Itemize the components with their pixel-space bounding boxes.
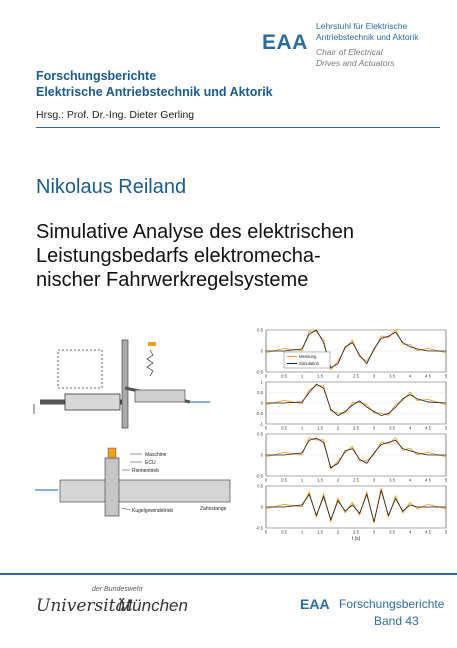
- editor-line: Hrsg.: Prof. Dr.-Ing. Dieter Gerling: [36, 109, 195, 121]
- diagram-lower-motor: [105, 458, 119, 516]
- chart-xtick-label: 0.5: [281, 529, 287, 535]
- chart-xtick-label: 4: [408, 425, 412, 431]
- footer-eaa-logo: EAA: [300, 596, 330, 612]
- chart-xtick-label: 1: [300, 425, 304, 431]
- chart-ytick-label: 0.5: [257, 431, 263, 437]
- diagram-spring: [147, 350, 153, 376]
- chart-ytick-label: 0: [260, 504, 263, 510]
- chart-ytick-label: 1: [260, 379, 263, 385]
- diagram-leader-4: [122, 508, 130, 510]
- diagram-rod: [122, 340, 128, 428]
- chart-xtick-label: 4: [408, 373, 412, 379]
- chart-ytick-label: 0.5: [257, 390, 263, 396]
- chart-xtick-label: 4: [408, 477, 412, 483]
- chart-panels: [256, 328, 448, 535]
- chart-ytick-label: -1: [259, 421, 263, 427]
- chart-ytick-label: -0.5: [255, 369, 263, 375]
- header-divider: [36, 127, 440, 128]
- chart-xtick-label: 4: [408, 529, 412, 535]
- chart-xtick-label: 3.5: [389, 477, 395, 483]
- author-name: Nikolaus Reiland: [36, 176, 187, 198]
- chart-xtick-label: 0.5: [281, 477, 287, 483]
- chart-xtick-label: 2.5: [353, 425, 359, 431]
- mechanical-diagram: [30, 330, 245, 530]
- chart-xtick-label: 4.5: [425, 373, 431, 379]
- chart-xtick-label: 3.5: [389, 373, 395, 379]
- footer-series: Forschungsberichte: [339, 597, 445, 611]
- chair-name-en: Chair of Electrical Drives and Actuators: [316, 47, 395, 68]
- chart-xtick-label: 4.5: [425, 529, 431, 535]
- chart-xtick-label: 3.5: [389, 529, 395, 535]
- chart-xtick-label: 4.5: [425, 425, 431, 431]
- diagram-lower-marker: [108, 448, 116, 458]
- chart-ytick-label: 0: [260, 452, 263, 458]
- chart-xtick-label: 5: [444, 373, 448, 379]
- footer-divider: [0, 573, 457, 575]
- chart-xtick-label: 2: [336, 373, 340, 379]
- series-title: Forschungsberichte Elektrische Antriebstechnik und Aktorik: [36, 69, 273, 99]
- chart-ytick-label: -0.5: [255, 411, 263, 417]
- chart-xtick-label: 1.5: [317, 477, 323, 483]
- chart-xtick-label: 3: [372, 373, 376, 379]
- chart-ytick-label: 0.5: [257, 483, 263, 489]
- book-title: Simulative Analyse des elektrischen Leistungsbedarfs elektromecha- nischer Fahrwerkregelsysteme: [36, 221, 354, 291]
- chart-xtick-label: 0: [264, 425, 268, 431]
- diagram-rack-housing: [135, 390, 185, 402]
- diagram-housing: [65, 394, 120, 410]
- chart-xtick-label: 3: [372, 425, 376, 431]
- chart-ytick-label: -0.5: [255, 525, 263, 531]
- label-kugelgewindetrieb: Kugelgewindetrieb: [132, 508, 174, 514]
- chart-xtick-label: 1: [300, 529, 304, 535]
- chart-xtick-label: 2: [336, 529, 340, 535]
- chair-name-de: Lehrstuhl für Elektrische Antriebstechnik und Aktorik: [316, 21, 419, 42]
- chart-xtick-label: 2.5: [353, 529, 359, 535]
- volume-number: Band 43: [374, 614, 419, 628]
- diagram-force-marker: [148, 342, 156, 346]
- chart-xtick-label: 5: [444, 529, 448, 535]
- label-ecu: ECU: [145, 460, 156, 466]
- chart-xtick-label: 2: [336, 425, 340, 431]
- chart-xtick-label: 0: [264, 529, 268, 535]
- chart-xtick-label: 2.5: [353, 373, 359, 379]
- diagram-lower-rack: [60, 480, 230, 502]
- chart-xtick-label: 1.5: [317, 529, 323, 535]
- eaa-logo: EAA: [262, 31, 308, 54]
- chart-xtick-label: 5: [444, 477, 448, 483]
- chart-xtick-label: 1: [300, 373, 304, 379]
- measurement-chart: [238, 326, 448, 542]
- chart-legend-entry: Simulation: [299, 361, 320, 366]
- chart-xlabel: t (s): [351, 536, 361, 542]
- chart-ytick-label: 0: [260, 400, 263, 406]
- chart-ytick-label: 0: [260, 348, 263, 354]
- university-name: Universität: [36, 596, 133, 616]
- chart-xtick-label: 2.5: [353, 477, 359, 483]
- chart-xtick-label: 3.5: [389, 425, 395, 431]
- university-subtitle: der Bundeswehr: [92, 586, 143, 593]
- chart-xtick-label: 1.5: [317, 425, 323, 431]
- chart-xtick-label: 2: [336, 477, 340, 483]
- chart-xtick-label: 1: [300, 477, 304, 483]
- chart-xtick-label: 0.5: [281, 373, 287, 379]
- chart-xtick-label: 3: [372, 477, 376, 483]
- university-city: München: [118, 596, 188, 615]
- chart-ytick-label: -0.5: [255, 473, 263, 479]
- label-maschine: Maschine: [145, 452, 167, 458]
- chart-xtick-label: 0: [264, 373, 268, 379]
- chart-xtick-label: 0: [264, 477, 268, 483]
- chart-xtick-label: 0.5: [281, 425, 287, 431]
- chart-legend-entry: Messung: [299, 354, 317, 359]
- label-riementrieb: Riementrieb: [132, 468, 159, 474]
- diagram-motor-box: [58, 350, 102, 388]
- chart-xtick-label: 4.5: [425, 477, 431, 483]
- label-zahnstange: Zahnstange: [200, 506, 227, 512]
- chart-xtick-label: 3: [372, 529, 376, 535]
- chart-xtick-label: 1.5: [317, 373, 323, 379]
- chart-ytick-label: 0.5: [257, 327, 263, 333]
- chart-xtick-label: 5: [444, 425, 448, 431]
